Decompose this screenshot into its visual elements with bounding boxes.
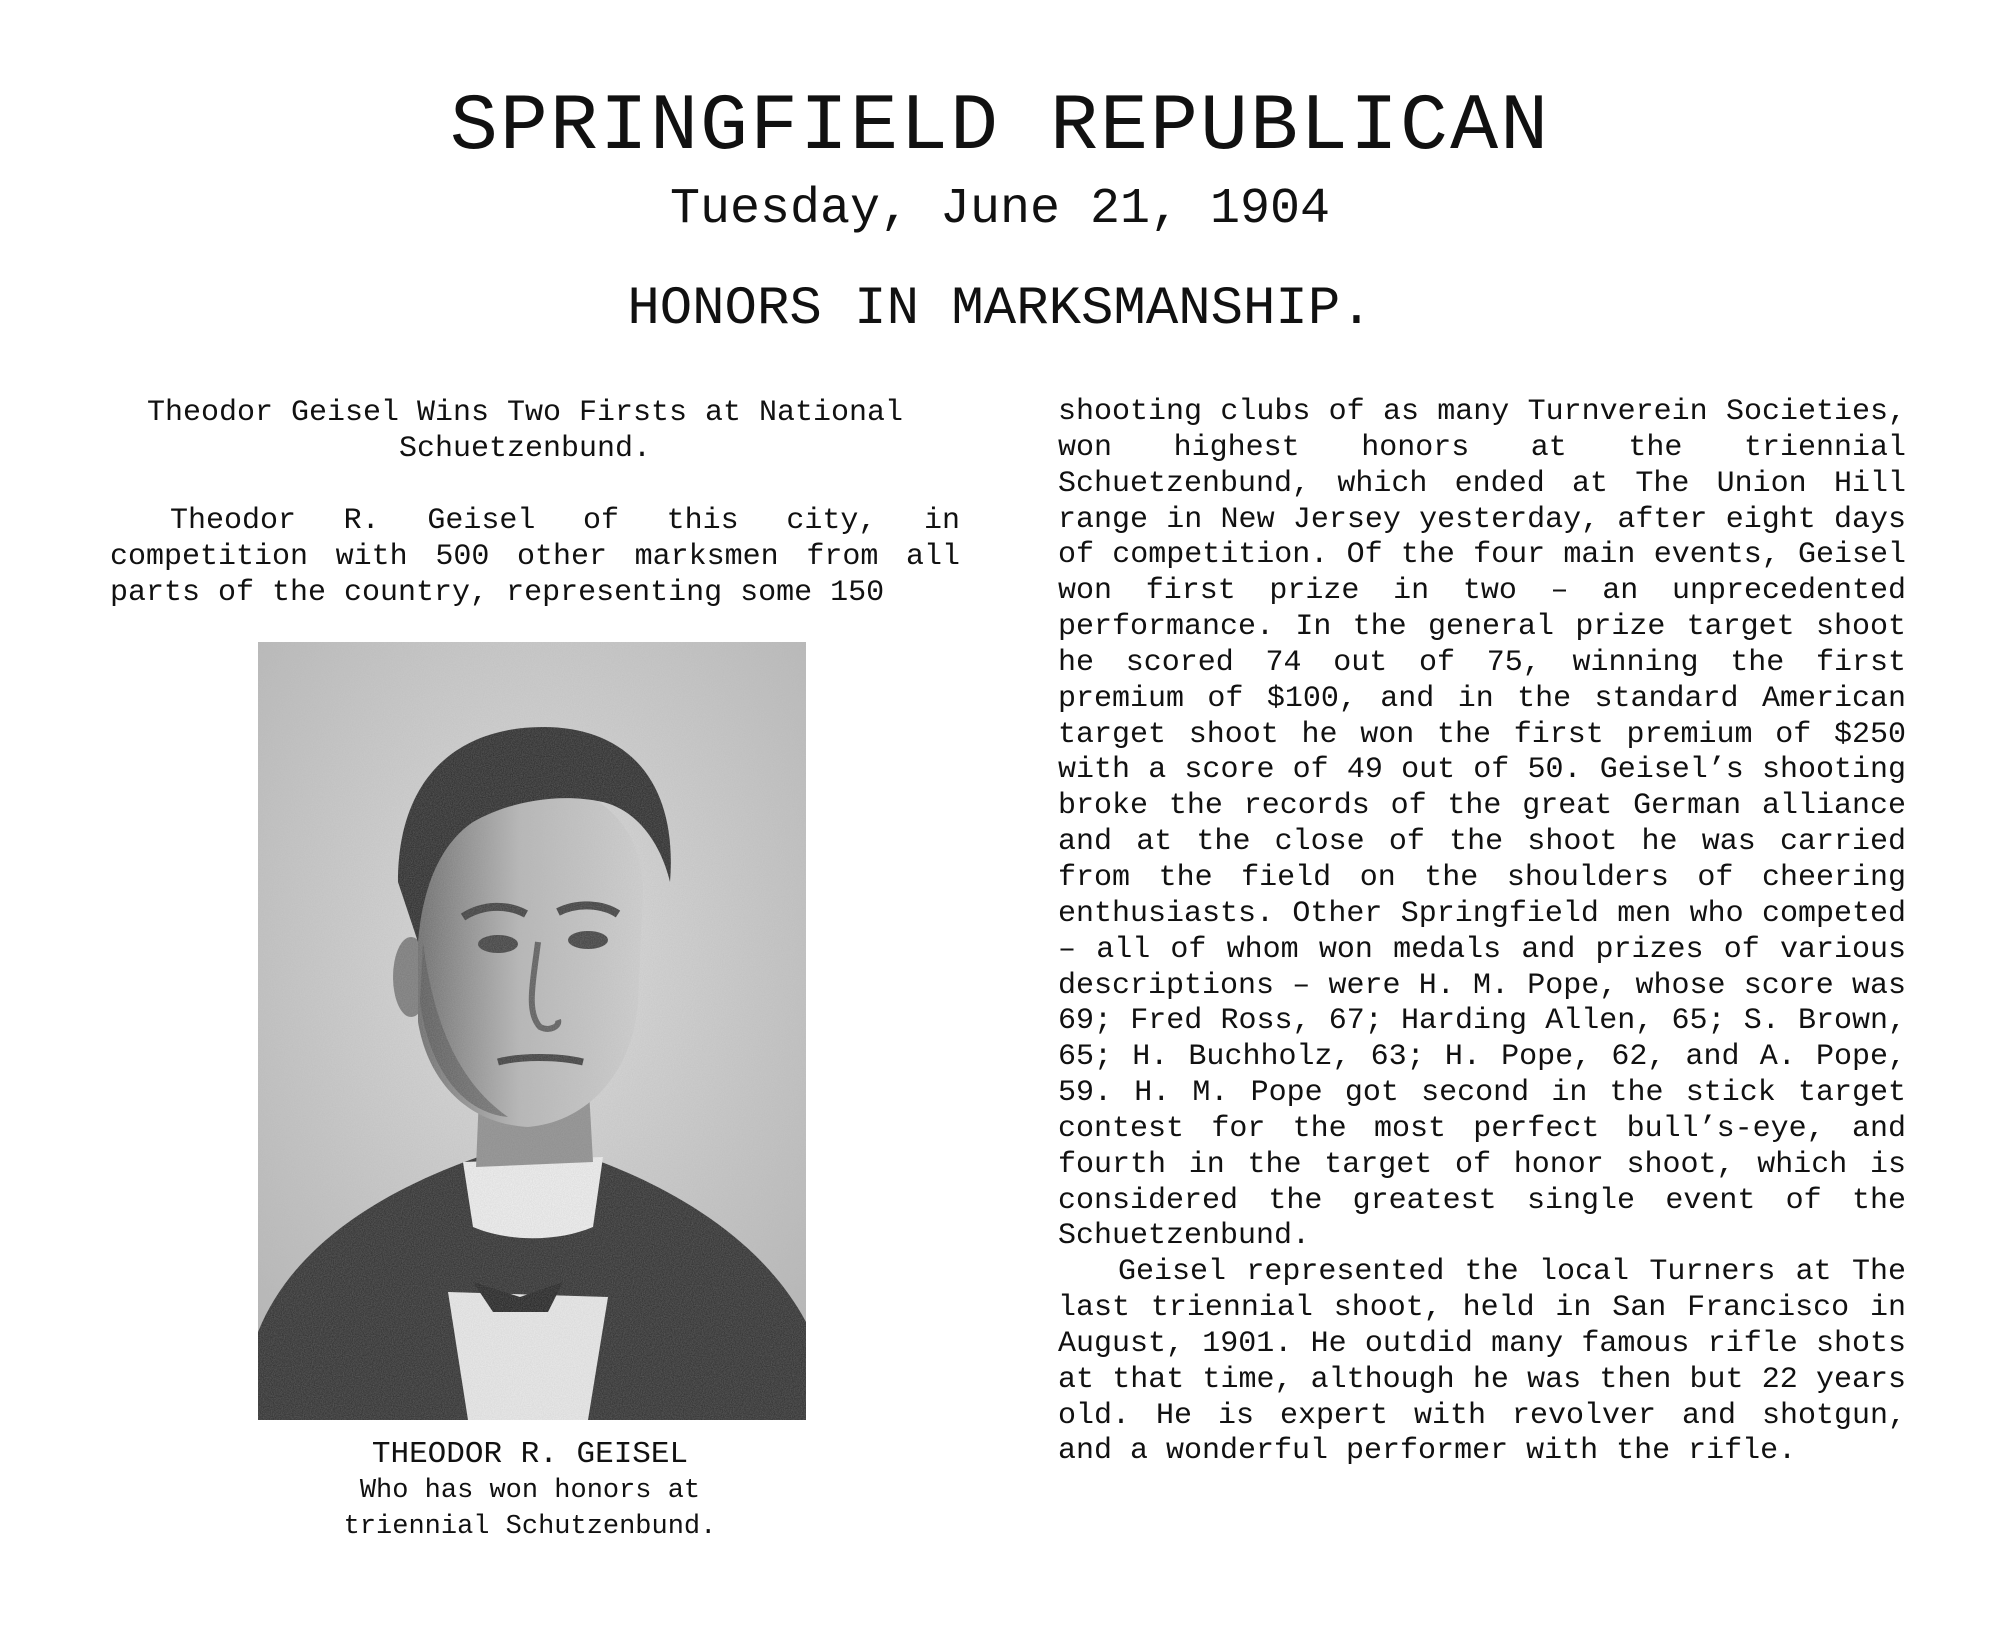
- right-column: [1058, 395, 1906, 1470]
- caption-name: THEODOR R. GEISEL: [371, 1437, 689, 1472]
- article-subheadline: Theodor Geisel Wins Two Firsts at National Schuetzenbund.: [146, 396, 904, 466]
- article-headline: HONORS IN MARKSMANSHIP.: [627, 279, 1373, 340]
- caption-line: triennial Schutzenbund.: [343, 1512, 717, 1542]
- portrait-illustration: [258, 642, 806, 1420]
- caption-line: Who has won honors at: [359, 1476, 701, 1506]
- article-paragraph: shooting clubs of as many Turnverein Societies, won highest honors at the triennial Schuetzenbund, which ended at The Union Hill range in New Jersey yesterday, after eight days of competition. Of the four main events, Geisel won first prize in two – an unprecedented performance. In the general prize target shoot he scored 74 out of 75, winning the first premium of $100, and in the standard American target shoot he won the first premium of $250 with a score of 49 out of 50. Geisel’s shooting broke the records of the great German alliance and at the close of the shoot he was carried from the field on the shoulders of cheering enthusiasts. Other Springfield men who competed – all of whom won medals and prizes of various descriptions – were H. M. Pope, whose score was 69; Fred Ross, 67; Harding Allen, 65; S. Brown, 65; H. Buchholz, 63; H. Pope, 62, and A. Pope, 59. H. M. Pope got second in the stick target contest for the most perfect bull’s-eye, and fourth in the target of honor shoot, which is considered the greatest single event of the Schuetzenbund.: [1058, 395, 1906, 1254]
- left-column: [110, 395, 960, 611]
- publication-date: Tuesday, June 21, 1904: [669, 181, 1331, 238]
- article-paragraph: Geisel represented the local Turners at The last triennial shoot, held in San Francisco in August, 1901. He outdid many famous rifle shots at that time, although he was then but 22 years old. He is expert with revolver and shotgun, and a wonderful performer with the rifle.: [1058, 1255, 1906, 1469]
- photo-caption: [260, 1437, 800, 1545]
- newspaper-masthead: SPRINGFIELD REPUBLICAN: [449, 82, 1551, 173]
- portrait-photo: [258, 642, 806, 1420]
- article-paragraph-intro: Theodor R. Geisel of this city, in competition with 500 other marksmen from all parts of the country, representing some 150: [110, 504, 960, 610]
